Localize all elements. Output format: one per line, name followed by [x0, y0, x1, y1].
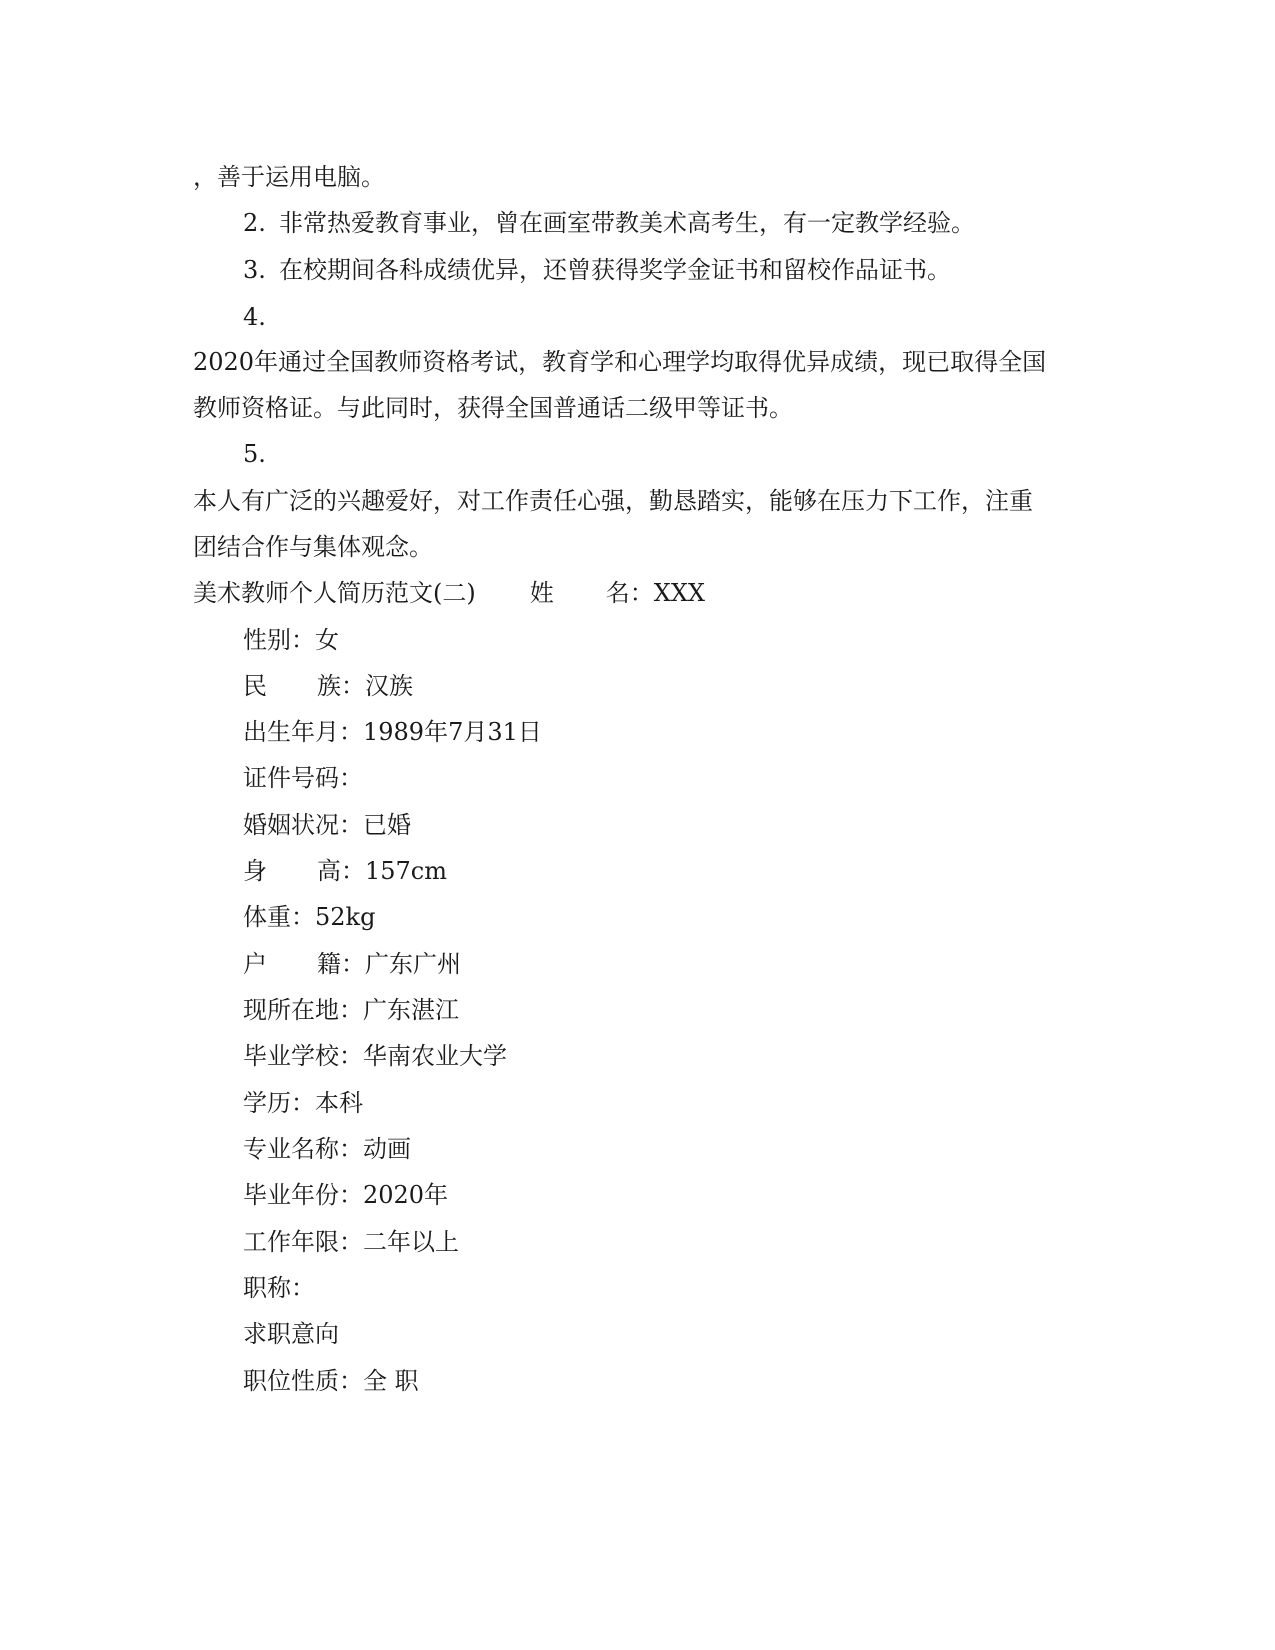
field-weight: 体重：52kg — [243, 903, 376, 931]
list-item-4-text-line1: 2020年通过全国教师资格考试，教育学和心理学均取得优异成绩，现已取得全国 — [193, 348, 1047, 376]
resume-title-line — [193, 577, 1073, 609]
list-number: 2. — [243, 209, 266, 237]
field-education: 学历：本科 — [243, 1089, 363, 1117]
list-item-5-text-line2: 团结合作与集体观念。 — [193, 533, 433, 561]
field-work-experience: 工作年限：二年以上 — [243, 1228, 459, 1256]
list-item-4-text-line2: 教师资格证。与此同时，获得全国普通话二级甲等证书。 — [193, 394, 793, 422]
field-ethnicity: 民 族：汉族 — [243, 672, 413, 700]
list-item-2 — [243, 207, 1123, 239]
field-gender: 性别：女 — [243, 626, 339, 654]
field-job-type: 职位性质：全 职 — [243, 1367, 419, 1395]
list-item-5-number: 5. — [243, 440, 266, 468]
list-item-5-text-line1: 本人有广泛的兴趣爱好，对工作责任心强，勤恳踏实，能够在压力下工作，注重 — [193, 487, 1033, 515]
list-text: 非常热爱教育事业，曾在画室带教美术高考生，有一定教学经验。 — [279, 209, 975, 237]
field-height: 身 高：157cm — [243, 857, 448, 885]
name-field: 姓 名：XXX — [529, 579, 705, 607]
field-graduation-year: 毕业年份：2020年 — [243, 1181, 449, 1209]
section-job-intention: 求职意向 — [243, 1320, 339, 1348]
field-current-location: 现所在地：广东湛江 — [243, 996, 459, 1024]
list-item-4-number: 4. — [243, 303, 266, 331]
field-id-number: 证件号码： — [243, 764, 363, 792]
field-school: 毕业学校：华南农业大学 — [243, 1042, 507, 1070]
field-job-title: 职称： — [243, 1274, 315, 1302]
resume-title: 美术教师个人简历范文(二) — [193, 579, 476, 607]
field-birthdate: 出生年月：1989年7月31日 — [243, 718, 542, 746]
field-major: 专业名称：动画 — [243, 1135, 411, 1163]
field-household-registration: 户 籍：广东广州 — [243, 950, 461, 978]
list-item-3 — [243, 254, 1123, 286]
list-text: 在校期间各科成绩优异，还曾获得奖学金证书和留校作品证书。 — [279, 256, 951, 284]
list-number: 3. — [243, 256, 266, 284]
name-value: XXX — [653, 579, 705, 607]
field-marital-status: 婚姻状况：已婚 — [243, 811, 411, 839]
paragraph-continuation: ，善于运用电脑。 — [193, 163, 385, 191]
